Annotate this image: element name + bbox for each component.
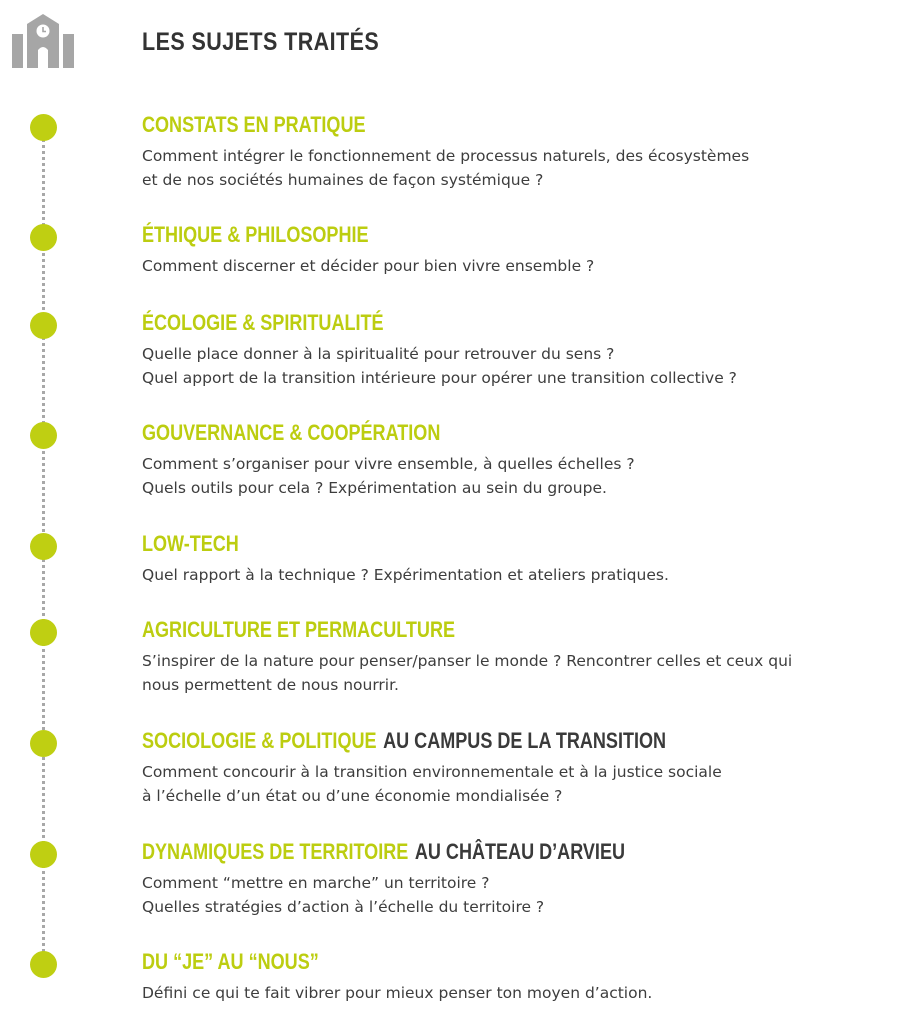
topic-description [142, 563, 912, 587]
topic-title [142, 220, 369, 250]
topic-description [142, 760, 912, 808]
topic-title-text: AGRICULTURE ET PERMACULTURE [142, 617, 456, 642]
topic-title [142, 837, 625, 867]
page-title: LES SUJETS TRAITÉS [142, 28, 380, 56]
topic-description-line: et de nos sociétés humaines de façon systémique ? [142, 171, 544, 189]
topic-description-line: Comment “mettre en marche” un territoire ? [142, 874, 490, 892]
topic-title-text: SOCIOLOGIE & POLITIQUE [142, 728, 377, 753]
topic-description [142, 649, 912, 697]
timeline-dot [30, 422, 57, 449]
topic-description-line: Quels outils pour cela ? Expérimentation au sein du groupe. [142, 479, 607, 497]
timeline-dot [30, 841, 57, 868]
topic-title [142, 418, 440, 448]
topic-description-line: nous permettent de nous nourrir. [142, 676, 399, 694]
topic-title-text: GOUVERNANCE & COOPÉRATION [142, 420, 441, 445]
topic-description [142, 871, 912, 919]
topic-title [142, 308, 384, 338]
topic-location: AU CAMPUS DE LA TRANSITION [383, 728, 667, 753]
topic-title-text: DU “JE” AU “NOUS” [142, 949, 319, 974]
topic-description-line: Quelle place donner à la spiritualité pour retrouver du sens ? [142, 345, 615, 363]
topic-description-line: Quel rapport à la technique ? Expérimentation et ateliers pratiques. [142, 566, 669, 584]
topic-description-line: Comment intégrer le fonctionnement de processus naturels, des écosystèmes [142, 147, 750, 165]
topic-title [142, 615, 455, 645]
timeline-dot [30, 114, 57, 141]
topic-title [142, 947, 319, 977]
topic-title-text: CONSTATS EN PRATIQUE [142, 112, 366, 137]
topic-description [142, 254, 912, 278]
topic-description [142, 981, 912, 1005]
timeline-dot [30, 312, 57, 339]
timeline-dot [30, 730, 57, 757]
topic-title-text: ÉTHIQUE & PHILOSOPHIE [142, 222, 369, 247]
timeline-dot [30, 533, 57, 560]
topic-description-line: Comment discerner et décider pour bien vivre ensemble ? [142, 257, 595, 275]
topic-description-line: Comment s’organiser pour vivre ensemble, à quelles échelles ? [142, 455, 635, 473]
timeline-dot [30, 951, 57, 978]
topic-description-line: Quel apport de la transition intérieure pour opérer une transition collective ? [142, 369, 737, 387]
topic-description [142, 452, 912, 500]
topic-title-text: ÉCOLOGIE & SPIRITUALITÉ [142, 310, 384, 335]
topic-description [142, 342, 912, 390]
topic-title [142, 726, 666, 756]
topic-description-line: Quelles stratégies d’action à l’échelle du territoire ? [142, 898, 545, 916]
header [0, 0, 922, 80]
topic-description-line: Défini ce qui te fait vibrer pour mieux penser ton moyen d’action. [142, 984, 653, 1002]
topic-title-text: LOW-TECH [142, 531, 239, 556]
topic-title [142, 110, 366, 140]
topic-location: AU CHÂTEAU D’ARVIEU [414, 839, 626, 864]
topic-description-line: S’inspirer de la nature pour penser/panser le monde ? Rencontrer celles et ceux qui [142, 652, 793, 670]
topic-description-line: à l’échelle d’un état ou d’une économie mondialisée ? [142, 787, 563, 805]
topic-title-text: DYNAMIQUES DE TERRITOIRE [142, 839, 409, 864]
topic-description [142, 144, 912, 192]
topic-title [142, 529, 239, 559]
topic-description-line: Comment concourir à la transition environnementale et à la justice sociale [142, 763, 722, 781]
timeline-dot [30, 619, 57, 646]
timeline-dot [30, 224, 57, 251]
building-clock-icon [10, 12, 76, 70]
